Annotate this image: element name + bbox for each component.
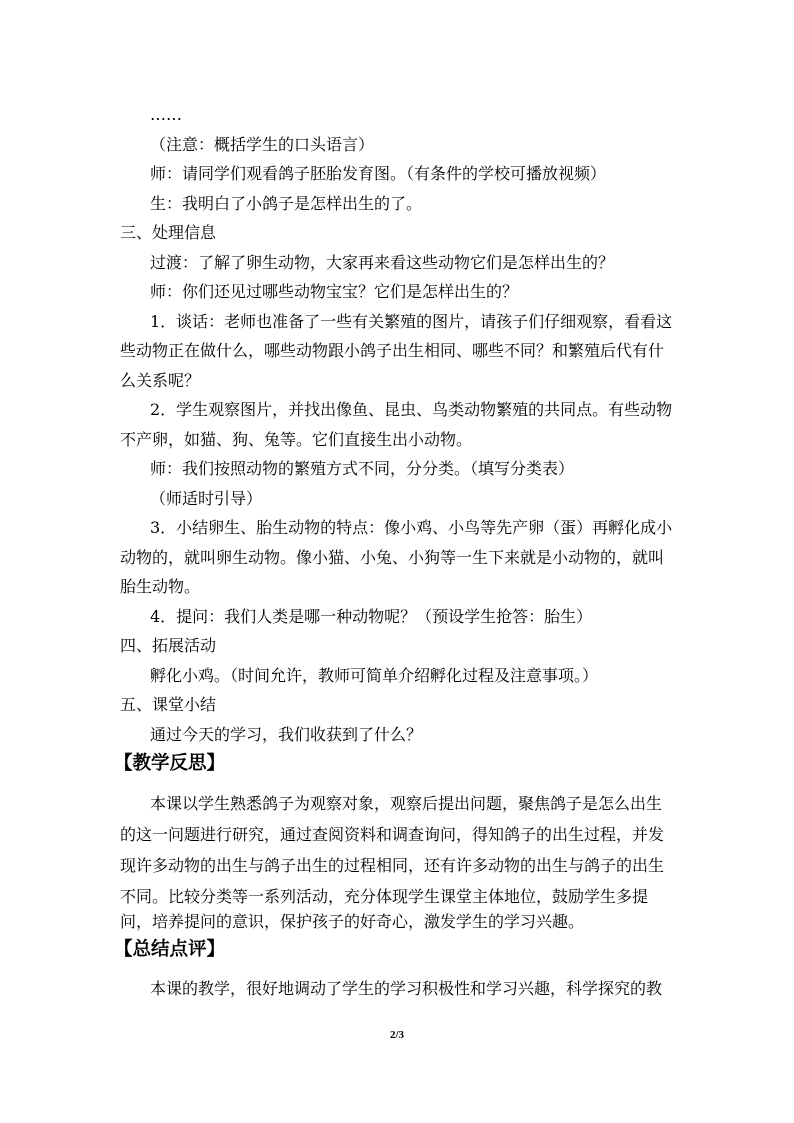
reflection-line: 问，培养提问的意识，保护孩子的好奇心，激发学生的学习兴趣。 — [120, 912, 585, 931]
reflection-heading: 【教学反思】 — [114, 753, 226, 774]
summary-line: 本课的教学，很好地调动了学生的学习积极性和学习兴趣，科学探究的教 — [150, 979, 663, 998]
body-line: 通过今天的学习，我们收获到了什么？ — [150, 725, 423, 744]
page-number: 2/3 — [389, 1029, 405, 1041]
body-line: 不产卵，如猫、狗、兔等。它们直接生出小动物。 — [120, 430, 473, 449]
body-line: 1．谈话：老师也准备了一些有关繁殖的图片，请孩子们仔细观察，看看这 — [150, 312, 673, 331]
section-title: 三、处理信息 — [120, 223, 217, 242]
ellipsis-line: …… — [150, 105, 182, 124]
body-line: 师：请同学们观看鸽子胚胎发育图。（有条件的学校可播放视频） — [150, 164, 607, 183]
body-line: 些动物正在做什么，哪些动物跟小鸽子出生相同、哪些不同？和繁殖后代有什 — [120, 341, 665, 360]
body-line: （注意：概括学生的口头语言） — [150, 135, 375, 154]
body-line: 2．学生观察图片，并找出像鱼、昆虫、鸟类动物繁殖的共同点。有些动物 — [150, 400, 673, 419]
body-line: 么关系呢？ — [120, 371, 201, 390]
body-line: 生：我明白了小鸽子是怎样出生的了。 — [150, 194, 423, 213]
body-line: 师：我们按照动物的繁殖方式不同，分分类。（填写分类表） — [150, 459, 575, 478]
section-title: 五、课堂小结 — [120, 695, 217, 714]
body-line: （师适时引导） — [150, 489, 263, 508]
body-line: 4．提问：我们人类是哪一种动物呢？（预设学生抢答：胎生） — [150, 607, 593, 626]
reflection-line: 的这一问题进行研究，通过查阅资料和调查询问，得知鸽子的出生过程，并发 — [120, 825, 665, 844]
reflection-line: 不同。比较分类等一系列活动，充分体现学生课堂主体地位，鼓励学生多提 — [120, 887, 649, 906]
body-line: 过渡：了解了卵生动物，大家再来看这些动物它们是怎样出生的？ — [150, 253, 615, 272]
body-line: 动物的，就叫卵生动物。像小猫、小兔、小狗等一生下来就是小动物的，就叫 — [120, 548, 665, 567]
body-line: 师：你们还见过哪些动物宝宝？它们是怎样出生的？ — [150, 282, 519, 301]
summary-heading: 【总结点评】 — [114, 939, 226, 960]
body-line: 孵化小鸡。（时间允许，教师可简单介绍孵化过程及注意事项。） — [150, 666, 599, 685]
body-line: 3．小结卵生、胎生动物的特点：像小鸡、小鸟等先产卵（蛋）再孵化成小 — [150, 518, 673, 537]
reflection-line: 现许多动物的出生与鸽子出生的过程相同，还有许多动物的出生与鸽子的出生 — [120, 856, 665, 875]
body-line: 胎生动物。 — [120, 577, 201, 596]
reflection-line: 本课以学生熟悉鸽子为观察对象，观察后提出问题，聚焦鸽子是怎么出生 — [150, 794, 663, 813]
section-title: 四、拓展活动 — [120, 636, 217, 655]
